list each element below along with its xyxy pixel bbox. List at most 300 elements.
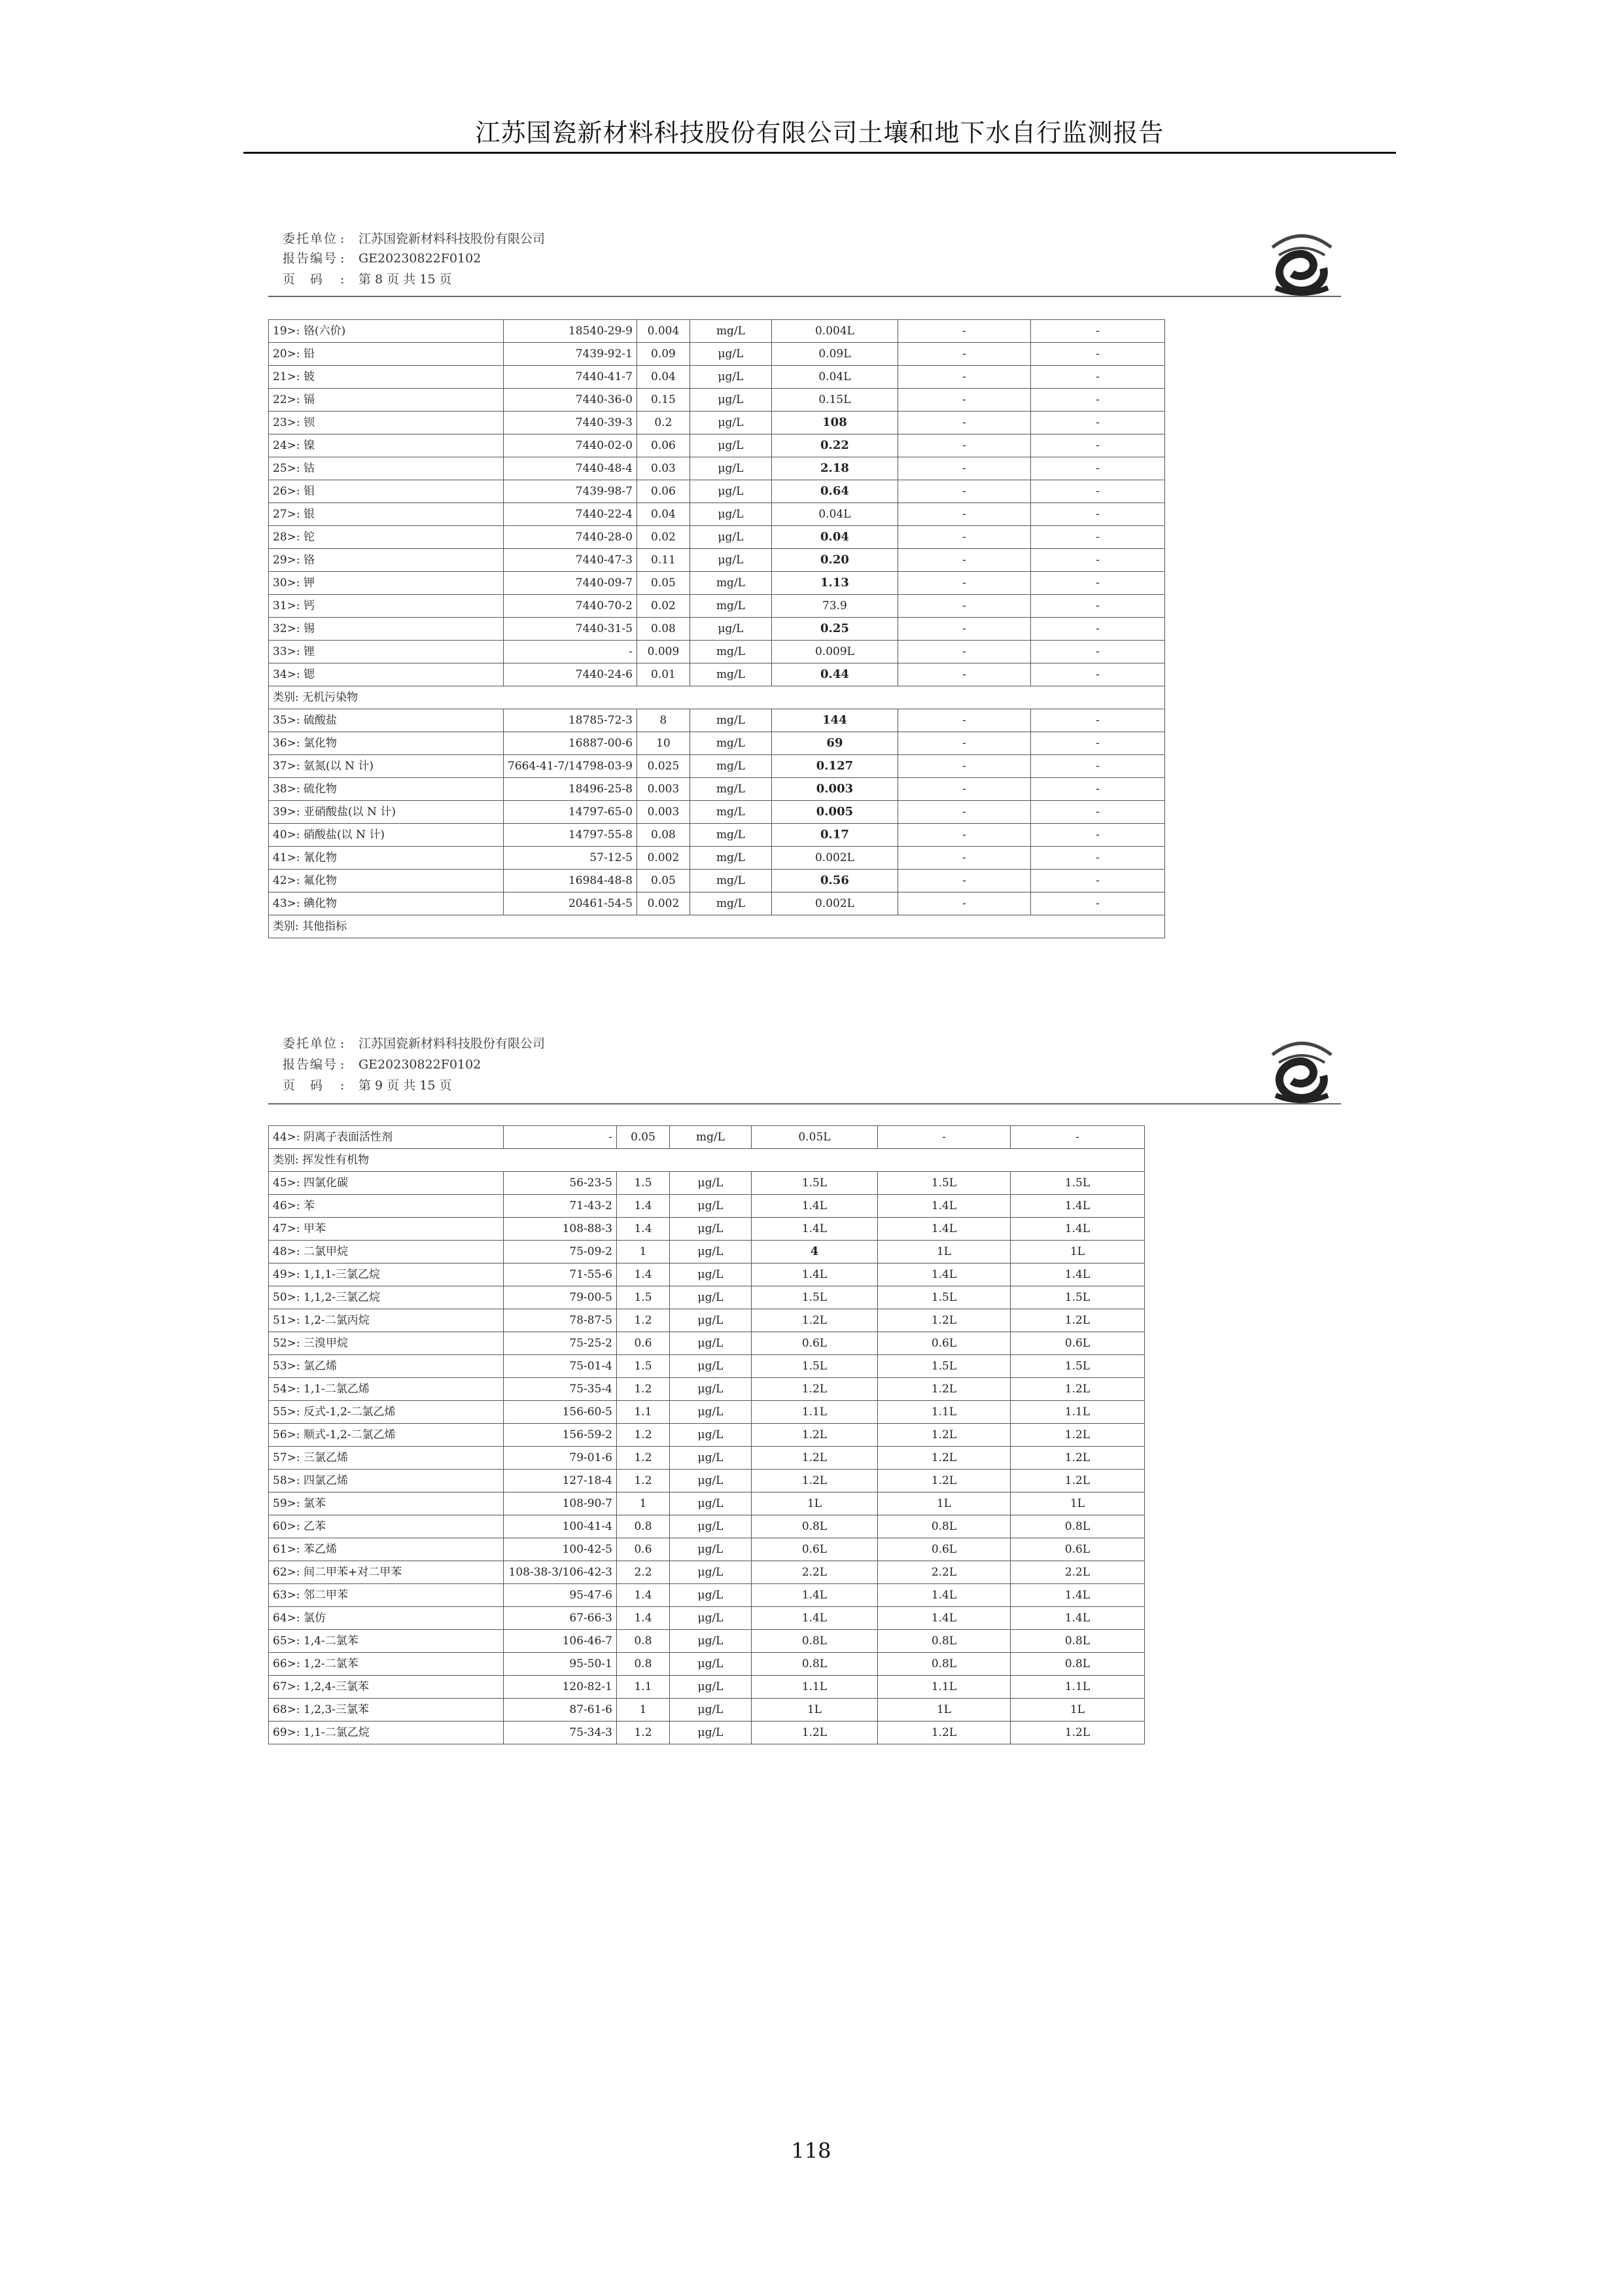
result-sample-3: 1L: [1011, 1492, 1145, 1515]
result-sample-1: 1L: [752, 1699, 878, 1722]
result-sample-3: -: [1030, 366, 1164, 389]
analyte-name: 20>: 铅: [269, 343, 504, 366]
cas-number: 156-60-5: [504, 1401, 617, 1424]
table-row: [269, 1172, 1145, 1195]
result-sample-2: -: [898, 549, 1030, 572]
table-row: [269, 1309, 1145, 1332]
result-sample-1: 0.64: [771, 480, 898, 503]
meta-label: 页 码: [283, 1078, 324, 1093]
result-sample-2: 1.5L: [878, 1172, 1011, 1195]
unit: μg/L: [670, 1401, 752, 1424]
result-sample-3: -: [1030, 595, 1164, 618]
result-sample-1: 1.4L: [752, 1195, 878, 1218]
table-row: [269, 343, 1165, 366]
result-sample-1: 0.04L: [771, 503, 898, 526]
unit: μg/L: [689, 480, 771, 503]
result-sample-3: -: [1030, 847, 1164, 870]
scan-header-rule: [268, 296, 1341, 297]
cas-number: 75-34-3: [504, 1722, 617, 1744]
result-sample-1: 1.4L: [752, 1584, 878, 1607]
cas-number: 7440-39-3: [504, 412, 637, 434]
analyte-name: 40>: 硝酸盐(以 N 计): [269, 824, 504, 847]
result-sample-2: 1.4L: [878, 1607, 1011, 1630]
result-sample-1: 0.20: [771, 549, 898, 572]
category-row: [269, 1149, 1145, 1172]
result-sample-3: 0.8L: [1011, 1630, 1145, 1653]
result-sample-2: 1L: [878, 1492, 1011, 1515]
result-sample-3: 1.2L: [1011, 1309, 1145, 1332]
header-rule: [243, 152, 1396, 154]
table-row: [269, 732, 1165, 755]
result-sample-2: 1.4L: [878, 1263, 1011, 1286]
result-sample-3: -: [1030, 526, 1164, 549]
analyte-name: 43>: 碘化物: [269, 892, 504, 915]
meta-value: 江苏国瓷新材料科技股份有限公司: [358, 232, 546, 246]
detection-limit: 0.11: [637, 549, 689, 572]
analyte-name: 48>: 二氯甲烷: [269, 1241, 504, 1263]
table-row: [269, 366, 1165, 389]
result-sample-3: -: [1030, 824, 1164, 847]
detection-limit: 0.02: [637, 526, 689, 549]
cas-number: -: [504, 1126, 617, 1149]
table-row: [269, 595, 1165, 618]
category-row: [269, 915, 1165, 938]
meta-client: 委托单位 : 江苏国瓷新材料科技股份有限公司: [283, 1034, 545, 1051]
result-sample-2: -: [898, 847, 1030, 870]
result-sample-3: -: [1030, 709, 1164, 732]
table-row: [269, 1401, 1145, 1424]
detection-limit: 1.2: [617, 1424, 670, 1447]
result-sample-3: -: [1030, 412, 1164, 434]
scanned-report-page-8: [268, 222, 1354, 962]
analyte-name: 33>: 锂: [269, 641, 504, 663]
unit: mg/L: [689, 641, 771, 663]
category-label: 类别: 挥发性有机物: [269, 1149, 1145, 1172]
result-sample-2: -: [898, 480, 1030, 503]
detection-limit: 8: [637, 709, 689, 732]
meta-value: GE20230822F0102: [358, 251, 481, 266]
result-sample-1: 0.8L: [752, 1653, 878, 1676]
result-sample-2: 1.2L: [878, 1470, 1011, 1492]
table-row: [269, 1218, 1145, 1241]
table-row: [269, 1630, 1145, 1653]
unit: μg/L: [670, 1630, 752, 1653]
unit: μg/L: [670, 1470, 752, 1492]
result-sample-1: 0.25: [771, 618, 898, 641]
unit: μg/L: [689, 503, 771, 526]
detection-limit: 1.5: [617, 1172, 670, 1195]
result-sample-2: 1.2L: [878, 1309, 1011, 1332]
table-row: [269, 847, 1165, 870]
cas-number: 95-50-1: [504, 1653, 617, 1676]
analyte-name: 26>: 钼: [269, 480, 504, 503]
cas-number: 108-90-7: [504, 1492, 617, 1515]
detection-limit: 0.8: [617, 1515, 670, 1538]
result-sample-1: 1.2L: [752, 1309, 878, 1332]
analyte-name: 35>: 硫酸盐: [269, 709, 504, 732]
unit: μg/L: [670, 1218, 752, 1241]
category-label: 类别: 无机污染物: [269, 686, 1165, 709]
result-sample-3: -: [1030, 503, 1164, 526]
unit: μg/L: [670, 1538, 752, 1561]
cas-number: 7440-24-6: [504, 663, 637, 686]
unit: μg/L: [670, 1722, 752, 1744]
result-sample-2: 1L: [878, 1241, 1011, 1263]
result-sample-1: 1.2L: [752, 1470, 878, 1492]
table-row: [269, 457, 1165, 480]
result-sample-1: 0.44: [771, 663, 898, 686]
detection-limit: 0.06: [637, 480, 689, 503]
result-sample-2: 1L: [878, 1699, 1011, 1722]
cas-number: 79-01-6: [504, 1447, 617, 1470]
unit: mg/L: [689, 709, 771, 732]
detection-limit: 0.02: [637, 595, 689, 618]
cas-number: 20461-54-5: [504, 892, 637, 915]
table-row: [269, 1676, 1145, 1699]
unit: mg/L: [689, 572, 771, 595]
meta-value: 第 9 页 共 15 页: [358, 1078, 452, 1093]
detection-limit: 1.4: [617, 1607, 670, 1630]
result-sample-1: 0.004L: [771, 320, 898, 343]
result-sample-2: 1.4L: [878, 1584, 1011, 1607]
table-row: [269, 1653, 1145, 1676]
result-sample-3: 1.5L: [1011, 1286, 1145, 1309]
result-sample-1: 69: [771, 732, 898, 755]
result-sample-1: 1L: [752, 1492, 878, 1515]
unit: mg/L: [689, 824, 771, 847]
detection-limit: 0.05: [617, 1126, 670, 1149]
table-row: [269, 663, 1165, 686]
result-sample-1: 1.1L: [752, 1401, 878, 1424]
result-sample-3: -: [1030, 663, 1164, 686]
result-sample-2: -: [898, 320, 1030, 343]
page-number: 118: [791, 2138, 831, 2163]
table-row: [269, 1286, 1145, 1309]
table-row: [269, 503, 1165, 526]
result-sample-3: -: [1030, 434, 1164, 457]
cas-number: 7439-92-1: [504, 343, 637, 366]
result-sample-2: 0.8L: [878, 1630, 1011, 1653]
analyte-name: 45>: 四氯化碳: [269, 1172, 504, 1195]
analyte-name: 44>: 阴离子表面活性剂: [269, 1126, 504, 1149]
table-row: [269, 892, 1165, 915]
result-sample-3: -: [1030, 480, 1164, 503]
result-sample-1: 1.5L: [752, 1286, 878, 1309]
result-sample-2: -: [898, 778, 1030, 801]
cas-number: 156-59-2: [504, 1424, 617, 1447]
result-sample-1: 2.2L: [752, 1561, 878, 1584]
meta-label: 委托单位: [283, 232, 338, 246]
cas-number: 79-00-5: [504, 1286, 617, 1309]
result-sample-1: 1.2L: [752, 1378, 878, 1401]
cas-number: 7440-09-7: [504, 572, 637, 595]
unit: μg/L: [670, 1378, 752, 1401]
detection-limit: 0.025: [637, 755, 689, 778]
result-sample-1: 1.2L: [752, 1424, 878, 1447]
analyte-name: 59>: 氯苯: [269, 1492, 504, 1515]
result-sample-2: -: [898, 343, 1030, 366]
unit: mg/L: [670, 1126, 752, 1149]
unit: μg/L: [689, 412, 771, 434]
cas-number: 18785-72-3: [504, 709, 637, 732]
result-sample-1: 0.009L: [771, 641, 898, 663]
detection-limit: 0.2: [637, 412, 689, 434]
cas-number: 7440-02-0: [504, 434, 637, 457]
detection-limit: 0.004: [637, 320, 689, 343]
cas-number: 100-42-5: [504, 1538, 617, 1561]
cas-number: 18496-25-8: [504, 778, 637, 801]
result-sample-2: -: [898, 824, 1030, 847]
result-sample-3: -: [1030, 320, 1164, 343]
analyte-name: 31>: 钙: [269, 595, 504, 618]
unit: mg/L: [689, 892, 771, 915]
cas-number: 7440-28-0: [504, 526, 637, 549]
analyte-name: 39>: 亚硝酸盐(以 N 计): [269, 801, 504, 824]
result-sample-2: 1.1L: [878, 1401, 1011, 1424]
unit: μg/L: [689, 618, 771, 641]
cas-number: 120-82-1: [504, 1676, 617, 1699]
detection-limit: 1.1: [617, 1401, 670, 1424]
analyte-name: 29>: 铬: [269, 549, 504, 572]
result-sample-2: -: [898, 366, 1030, 389]
analyte-name: 37>: 氨氮(以 N 计): [269, 755, 504, 778]
analyte-name: 36>: 氯化物: [269, 732, 504, 755]
result-sample-1: 4: [752, 1241, 878, 1263]
result-sample-2: 0.8L: [878, 1515, 1011, 1538]
unit: μg/L: [689, 457, 771, 480]
cas-number: 16887-00-6: [504, 732, 637, 755]
result-sample-1: 0.56: [771, 870, 898, 892]
detection-limit: 0.8: [617, 1630, 670, 1653]
table-row: [269, 1470, 1145, 1492]
analyte-name: 46>: 苯: [269, 1195, 504, 1218]
result-sample-2: -: [898, 572, 1030, 595]
result-sample-1: 0.05L: [752, 1126, 878, 1149]
result-sample-2: -: [898, 709, 1030, 732]
detection-limit: 0.002: [637, 847, 689, 870]
result-sample-1: 0.04L: [771, 366, 898, 389]
result-sample-2: -: [898, 595, 1030, 618]
analyte-name: 52>: 三溴甲烷: [269, 1332, 504, 1355]
result-sample-3: 1.2L: [1011, 1378, 1145, 1401]
table-row: [269, 618, 1165, 641]
result-sample-2: 0.6L: [878, 1332, 1011, 1355]
result-sample-3: -: [1011, 1126, 1145, 1149]
analyte-name: 58>: 四氯乙烯: [269, 1470, 504, 1492]
unit: μg/L: [689, 389, 771, 412]
detection-limit: 1.2: [617, 1722, 670, 1744]
detection-limit: 1.4: [617, 1195, 670, 1218]
result-sample-2: -: [898, 870, 1030, 892]
analyte-name: 28>: 铊: [269, 526, 504, 549]
result-sample-1: 0.005: [771, 801, 898, 824]
unit: mg/L: [689, 663, 771, 686]
table-row: [269, 1378, 1145, 1401]
cas-number: 16984-48-8: [504, 870, 637, 892]
cas-number: 75-35-4: [504, 1378, 617, 1401]
detection-limit: 1.5: [617, 1355, 670, 1378]
table-row: [269, 641, 1165, 663]
result-sample-2: 0.6L: [878, 1538, 1011, 1561]
category-label: 类别: 其他指标: [269, 915, 1165, 938]
detection-limit: 0.08: [637, 824, 689, 847]
cas-number: -: [504, 641, 637, 663]
analyte-name: 19>: 铬(六价): [269, 320, 504, 343]
result-sample-1: 1.2L: [752, 1722, 878, 1744]
result-sample-2: -: [898, 526, 1030, 549]
result-sample-2: -: [898, 618, 1030, 641]
result-sample-1: 0.002L: [771, 847, 898, 870]
results-table-page-8: [268, 319, 1165, 938]
cas-number: 7439-98-7: [504, 480, 637, 503]
analyte-name: 65>: 1,4-二氯苯: [269, 1630, 504, 1653]
detection-limit: 1.2: [617, 1378, 670, 1401]
table-row: [269, 709, 1165, 732]
cas-number: 106-46-7: [504, 1630, 617, 1653]
meta-page: 页 码 : 第 8 页 共 15 页: [283, 270, 451, 287]
result-sample-3: -: [1030, 389, 1164, 412]
analyte-name: 62>: 间二甲苯+对二甲苯: [269, 1561, 504, 1584]
result-sample-3: 1.4L: [1011, 1607, 1145, 1630]
unit: μg/L: [689, 343, 771, 366]
result-sample-2: 1.4L: [878, 1195, 1011, 1218]
detection-limit: 0.06: [637, 434, 689, 457]
unit: mg/L: [689, 755, 771, 778]
table-row: [269, 1584, 1145, 1607]
detection-limit: 0.05: [637, 870, 689, 892]
result-sample-3: -: [1030, 549, 1164, 572]
result-sample-2: 1.2L: [878, 1722, 1011, 1744]
detection-limit: 0.09: [637, 343, 689, 366]
unit: μg/L: [670, 1447, 752, 1470]
detection-limit: 0.8: [617, 1653, 670, 1676]
analyte-name: 50>: 1,1,2-三氯乙烷: [269, 1286, 504, 1309]
cas-number: 75-09-2: [504, 1241, 617, 1263]
result-sample-3: 1.2L: [1011, 1424, 1145, 1447]
result-sample-1: 1.4L: [752, 1218, 878, 1241]
result-sample-2: -: [898, 892, 1030, 915]
unit: mg/L: [689, 801, 771, 824]
analyte-name: 64>: 氯仿: [269, 1607, 504, 1630]
detection-limit: 1.2: [617, 1309, 670, 1332]
cas-number: 71-43-2: [504, 1195, 617, 1218]
detection-limit: 10: [637, 732, 689, 755]
results-table-page-9: [268, 1125, 1145, 1744]
table-row: [269, 434, 1165, 457]
result-sample-2: -: [898, 801, 1030, 824]
meta-label: 报告编号: [283, 251, 338, 266]
detection-limit: 0.003: [637, 801, 689, 824]
detection-limit: 1: [617, 1492, 670, 1515]
table-row: [269, 1263, 1145, 1286]
result-sample-2: -: [898, 457, 1030, 480]
analyte-name: 34>: 锶: [269, 663, 504, 686]
result-sample-3: 1L: [1011, 1699, 1145, 1722]
cas-number: 7440-41-7: [504, 366, 637, 389]
detection-limit: 1: [617, 1699, 670, 1722]
scanned-report-page-9: [268, 1027, 1354, 1767]
result-sample-1: 0.04: [771, 526, 898, 549]
table-row: [269, 778, 1165, 801]
table-row: [269, 1561, 1145, 1584]
result-sample-2: -: [898, 412, 1030, 434]
table-row: [269, 1722, 1145, 1744]
analyte-name: 54>: 1,1-二氯乙烯: [269, 1378, 504, 1401]
result-sample-3: 1.4L: [1011, 1584, 1145, 1607]
detection-limit: 0.003: [637, 778, 689, 801]
page-header-title: 江苏国瓷新材料科技股份有限公司土壤和地下水自行监测报告: [475, 118, 1164, 147]
result-sample-1: 0.22: [771, 434, 898, 457]
cas-number: 67-66-3: [504, 1607, 617, 1630]
detection-limit: 0.6: [617, 1538, 670, 1561]
result-sample-2: -: [898, 503, 1030, 526]
table-row: [269, 1332, 1145, 1355]
result-sample-2: 1.5L: [878, 1355, 1011, 1378]
cas-number: 7440-22-4: [504, 503, 637, 526]
result-sample-2: 2.2L: [878, 1561, 1011, 1584]
analyte-name: 21>: 铍: [269, 366, 504, 389]
table-row: [269, 526, 1165, 549]
cas-number: 127-18-4: [504, 1470, 617, 1492]
detection-limit: 0.15: [637, 389, 689, 412]
detection-limit: 0.002: [637, 892, 689, 915]
result-sample-1: 1.1L: [752, 1676, 878, 1699]
unit: μg/L: [670, 1492, 752, 1515]
unit: mg/L: [689, 870, 771, 892]
detection-limit: 0.04: [637, 366, 689, 389]
detection-limit: 1.2: [617, 1470, 670, 1492]
unit: μg/L: [670, 1653, 752, 1676]
cas-number: 7440-48-4: [504, 457, 637, 480]
cas-number: 100-41-4: [504, 1515, 617, 1538]
result-sample-1: 0.8L: [752, 1630, 878, 1653]
detection-limit: 0.03: [637, 457, 689, 480]
result-sample-3: 2.2L: [1011, 1561, 1145, 1584]
result-sample-1: 0.15L: [771, 389, 898, 412]
cas-number: 14797-55-8: [504, 824, 637, 847]
table-row: [269, 1424, 1145, 1447]
cas-number: 7440-70-2: [504, 595, 637, 618]
unit: μg/L: [670, 1263, 752, 1286]
detection-limit: 1.1: [617, 1676, 670, 1699]
cas-number: 7440-31-5: [504, 618, 637, 641]
result-sample-3: 0.6L: [1011, 1332, 1145, 1355]
result-sample-3: -: [1030, 641, 1164, 663]
detection-limit: 0.05: [637, 572, 689, 595]
unit: μg/L: [670, 1699, 752, 1722]
result-sample-2: 0.8L: [878, 1653, 1011, 1676]
cas-number: 108-88-3: [504, 1218, 617, 1241]
result-sample-3: 1.4L: [1011, 1195, 1145, 1218]
analyte-name: 69>: 1,1-二氯乙烷: [269, 1722, 504, 1744]
analyte-name: 55>: 反式-1,2-二氯乙烯: [269, 1401, 504, 1424]
analyte-name: 57>: 三氯乙烯: [269, 1447, 504, 1470]
unit: μg/L: [670, 1309, 752, 1332]
scan-header-rule: [268, 1103, 1341, 1104]
table-row: [269, 549, 1165, 572]
meta-value: GE20230822F0102: [358, 1057, 481, 1072]
result-sample-2: 1.1L: [878, 1676, 1011, 1699]
result-sample-3: 0.8L: [1011, 1515, 1145, 1538]
analyte-name: 66>: 1,2-二氯苯: [269, 1653, 504, 1676]
unit: μg/L: [689, 526, 771, 549]
result-sample-1: 108: [771, 412, 898, 434]
unit: μg/L: [670, 1332, 752, 1355]
analyte-name: 63>: 邻二甲苯: [269, 1584, 504, 1607]
meta-report-no: 报告编号 : GE20230822F0102: [283, 249, 481, 266]
detection-limit: 0.01: [637, 663, 689, 686]
result-sample-2: -: [898, 755, 1030, 778]
